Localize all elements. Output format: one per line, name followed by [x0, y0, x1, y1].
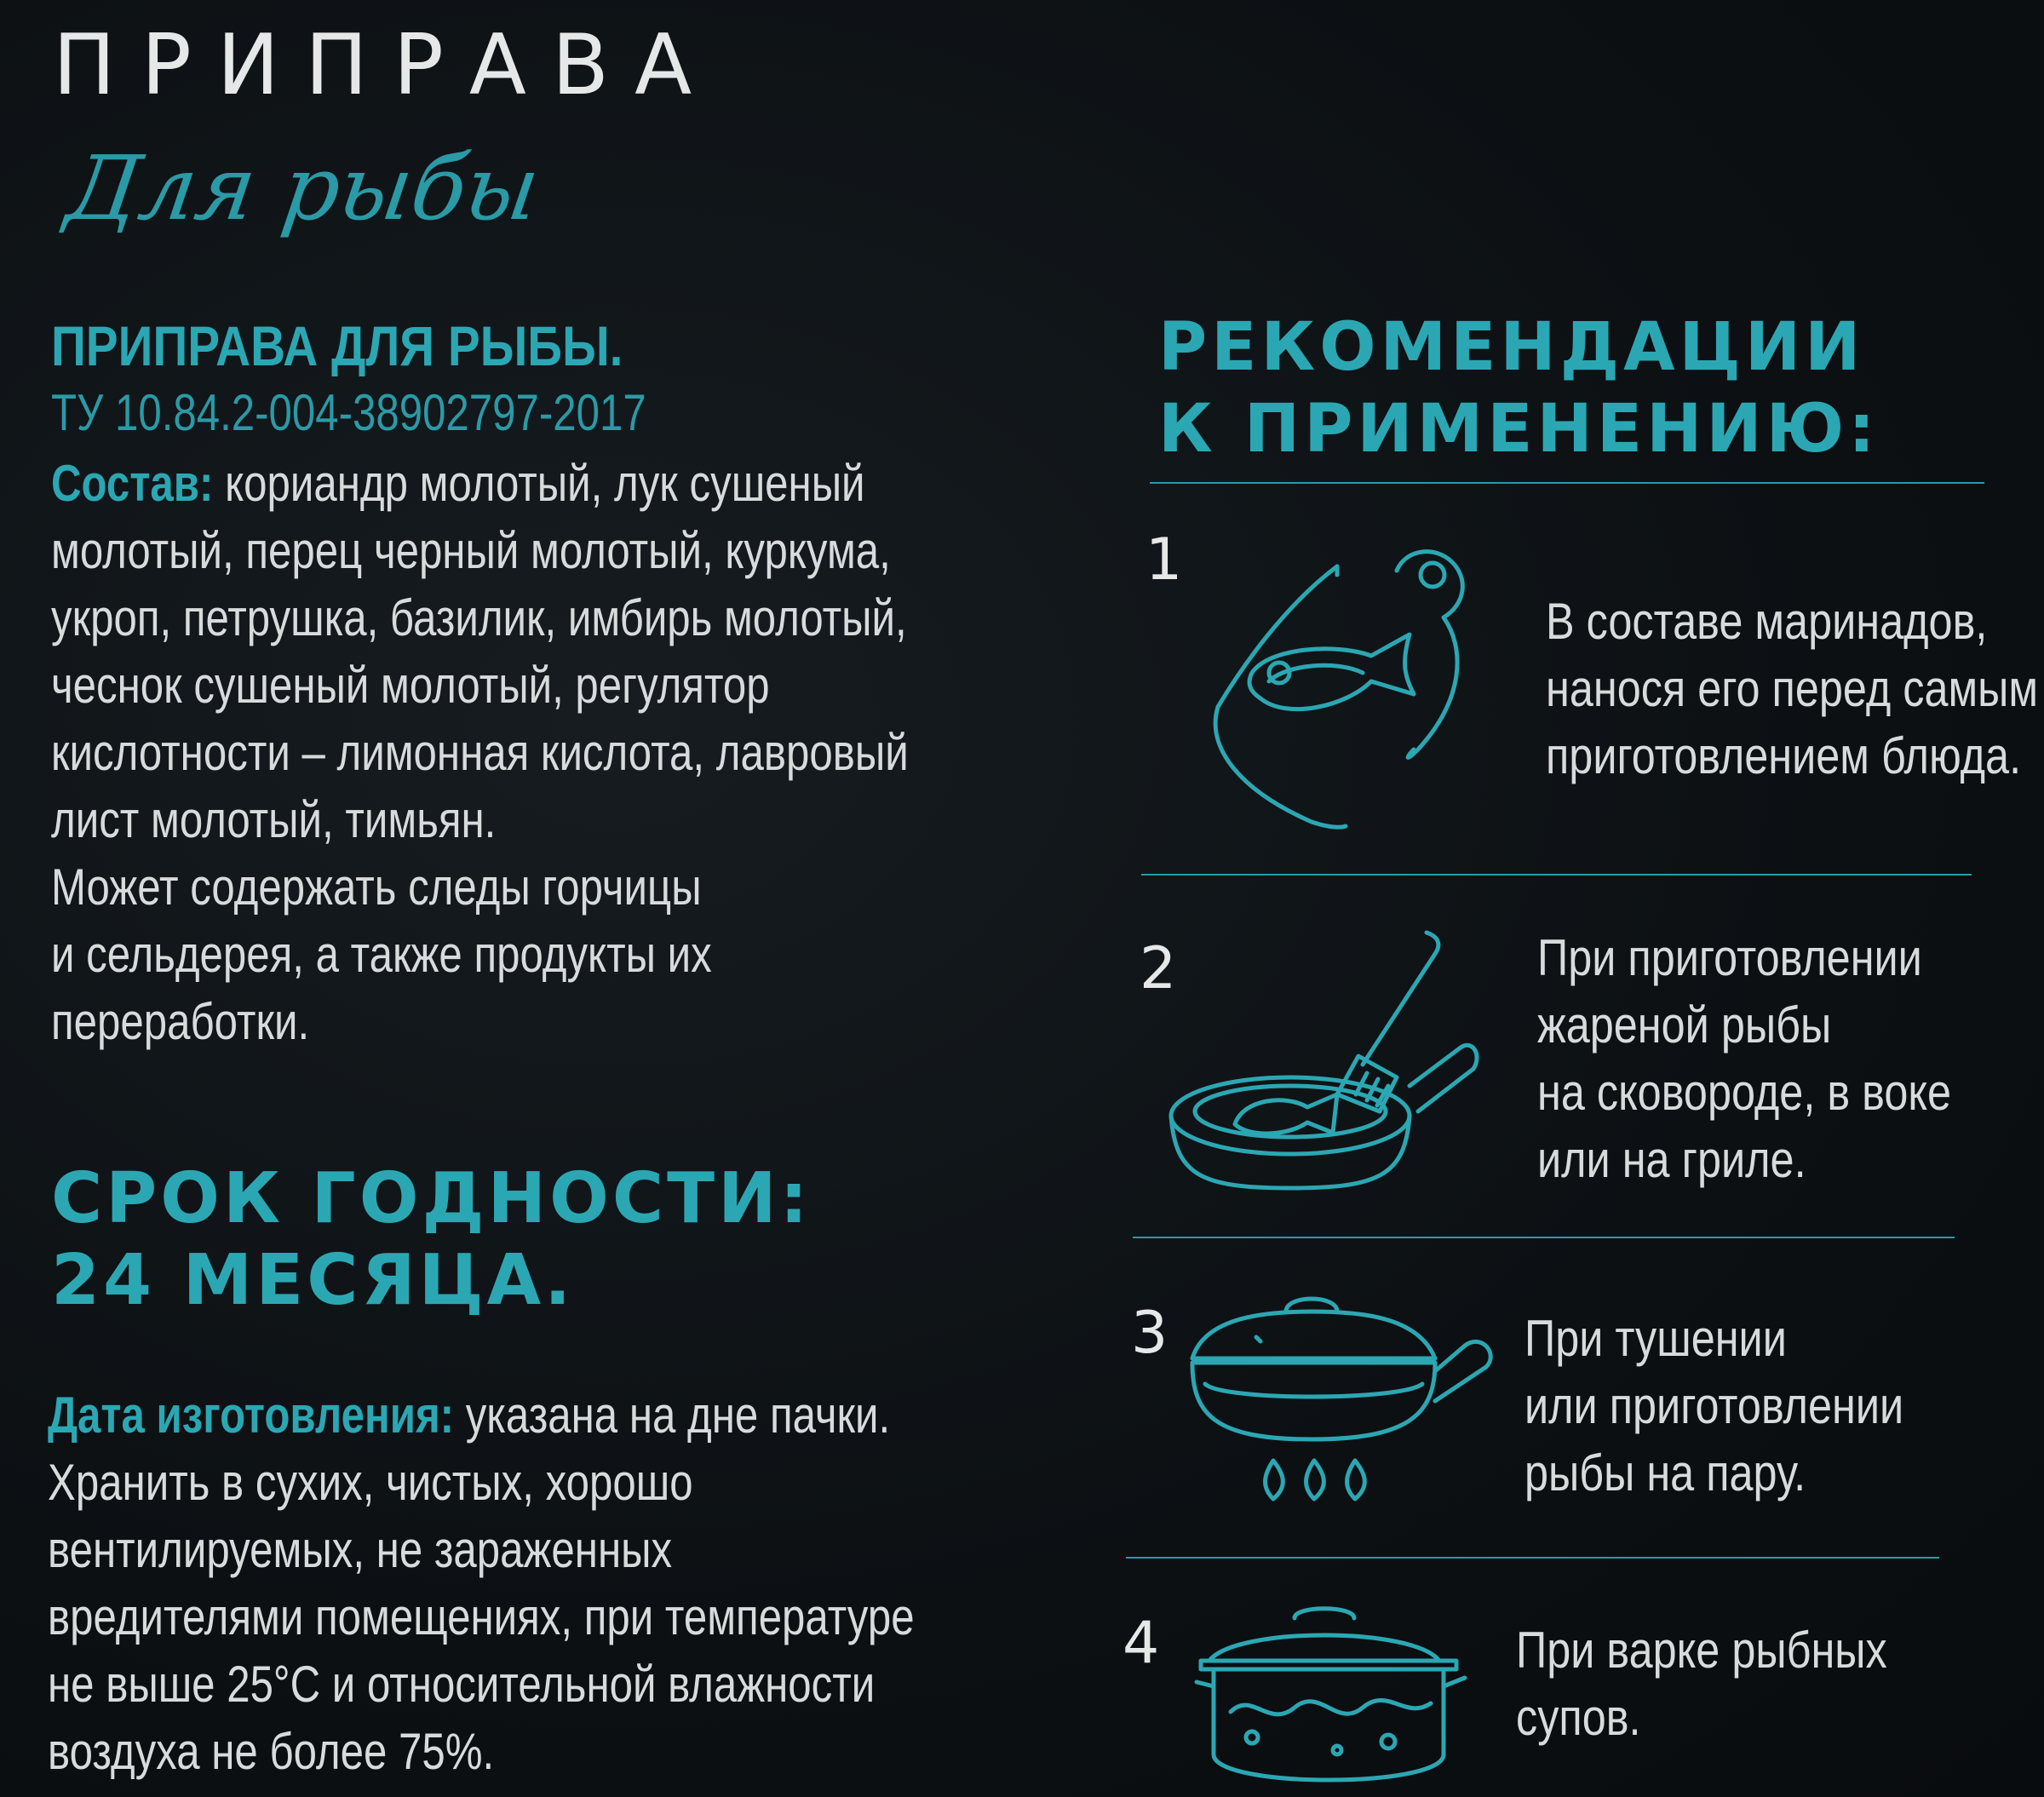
step-number: 2 — [1140, 935, 1177, 1002]
step-line: жареной рыбы — [1537, 996, 1832, 1054]
step-line: рыбы на пару. — [1524, 1444, 1806, 1501]
step-line: В составе маринадов, — [1546, 593, 1988, 650]
step-text — [1546, 588, 2038, 789]
step-line: или на гриле. — [1537, 1131, 1806, 1188]
shelf-life-line1: СРОК ГОДНОСТИ: — [51, 1158, 812, 1239]
composition-label: Состав: — [51, 455, 214, 512]
storage-line: вентилируемых, не зараженных — [48, 1521, 673, 1578]
composition-line: чеснок сушеный молотый, регулятор — [51, 657, 770, 714]
step-line: супов. — [1516, 1689, 1641, 1746]
divider — [1126, 1557, 1939, 1559]
brand-title: ПРИПРАВА — [53, 17, 718, 114]
step-line: При тушении — [1524, 1310, 1787, 1367]
product-tu: ТУ 10.84.2-004-38902797-2017 — [51, 384, 646, 441]
covered-pan-flame-icon — [1188, 1295, 1503, 1516]
divider — [1141, 874, 1972, 876]
storage-line: Хранить в сухих, чистых, хорошо — [48, 1454, 693, 1511]
recommendations-title — [1158, 307, 1879, 470]
composition-line: Может содержать следы горчицы — [51, 858, 702, 916]
recommendations-title-line1: РЕКОМЕНДАЦИИ — [1158, 309, 1865, 386]
step-number: 1 — [1145, 526, 1183, 594]
composition-block — [51, 450, 909, 1055]
product-name: ПРИПРАВА ДЛЯ РЫБЫ. — [51, 314, 623, 377]
composition-line: укроп, петрушка, базилик, имбирь молотый, — [51, 589, 907, 646]
step-number: 4 — [1122, 1610, 1160, 1677]
soup-pot-icon — [1184, 1610, 1490, 1797]
composition-line: кориандр молотый, лук сушеный — [213, 455, 865, 512]
divider — [1133, 1237, 1955, 1238]
composition-line: лист молотый, тимьян. — [51, 791, 497, 848]
step-line: нанося его перед самым — [1546, 660, 2039, 717]
step-number: 3 — [1131, 1300, 1168, 1367]
step-line: на сковороде, в воке — [1537, 1064, 1952, 1121]
date-label: Дата изготовления: — [48, 1387, 455, 1444]
recommendations-title-line2: К ПРИМЕНЕНИЮ: — [1158, 391, 1880, 468]
step-line: При варке рыбных — [1516, 1622, 1887, 1679]
composition-line: молотый, перец черный молотый, куркума, — [51, 522, 891, 579]
brand-subtitle: Для рыбы — [60, 136, 546, 240]
composition-line: и сельдерея, а также продукты их — [51, 926, 712, 983]
storage-line: не выше 25°С и относительной влажности — [48, 1656, 876, 1713]
step-line: приготовлением блюда. — [1546, 727, 2022, 784]
step-text — [1537, 924, 1951, 1193]
cutting-board-fish-icon — [1209, 537, 1499, 835]
storage-line: указана на дне пачки. — [454, 1387, 891, 1444]
frying-pan-spatula-icon — [1167, 928, 1490, 1192]
divider — [1150, 482, 1984, 484]
step-line: При приготовлении — [1537, 929, 1922, 986]
step-line: или приготовлении — [1524, 1377, 1904, 1434]
shelf-life-line2: 24 МЕСЯЦА. — [51, 1240, 575, 1321]
shelf-life — [51, 1158, 811, 1322]
composition-line: кислотности – лимонная кислота, лавровый — [51, 724, 909, 781]
storage-line: вредителями помещениях, при температуре — [48, 1588, 915, 1645]
storage-block — [48, 1381, 915, 1785]
storage-line: воздуха не более 75%. — [48, 1723, 495, 1780]
step-text — [1516, 1616, 1887, 1751]
step-text — [1524, 1305, 1903, 1507]
composition-line: переработки. — [51, 993, 310, 1050]
